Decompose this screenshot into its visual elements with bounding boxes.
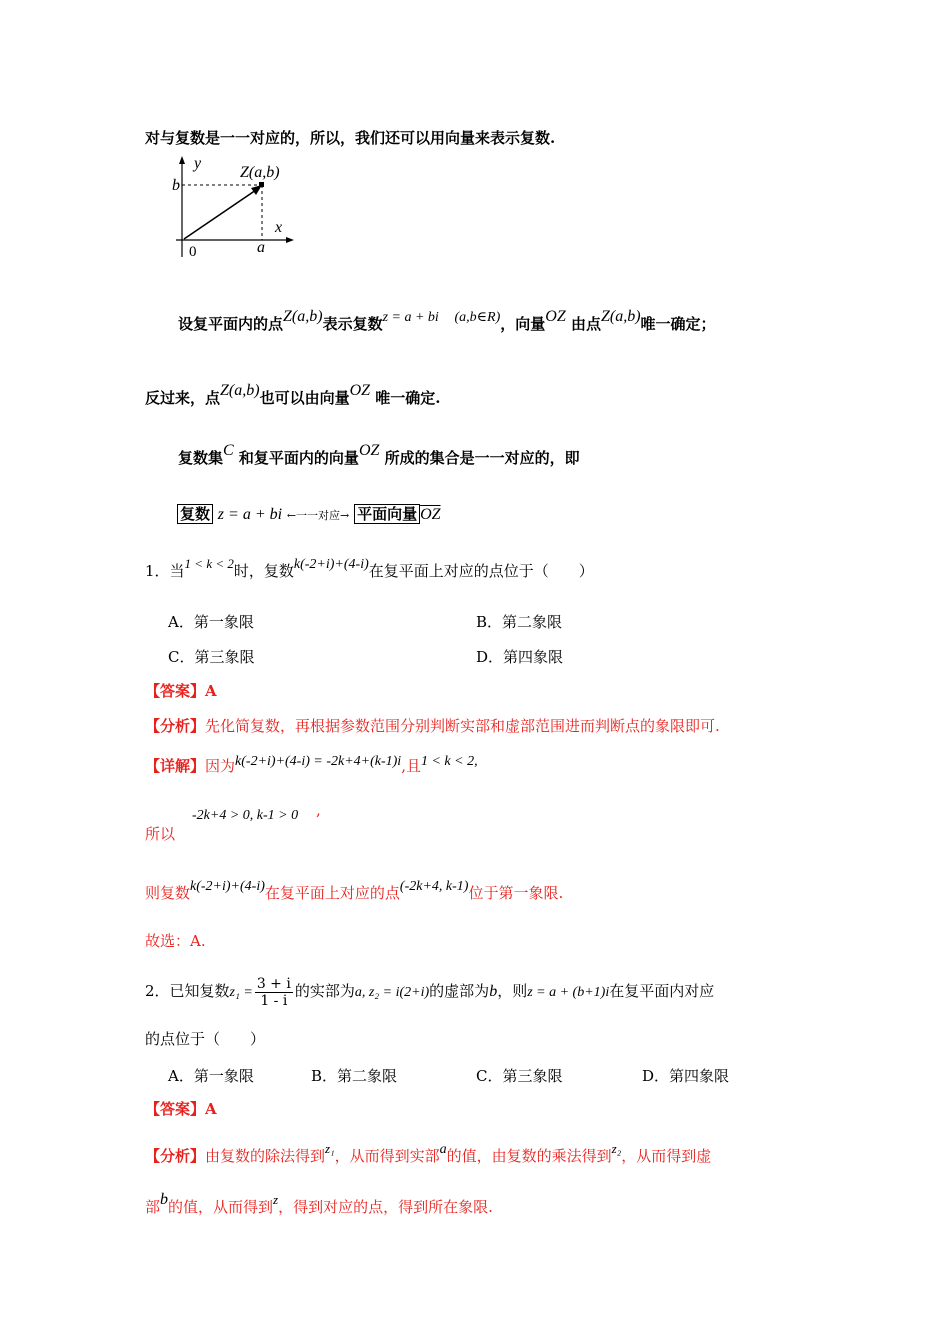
q1-option-b: B．第二象限 xyxy=(476,613,563,631)
y-label: y xyxy=(194,155,202,172)
q2-fraction: $\frac{3 + i}{1 - i}$ xyxy=(256,975,291,1009)
q1-option-d: D．第四象限 xyxy=(476,648,564,666)
q2-answer: 【答案】A xyxy=(145,1100,217,1118)
q1-option-a: A．第一象限 xyxy=(168,613,254,631)
vector-oz xyxy=(184,190,256,239)
q1-conclude: 故选：A. xyxy=(145,932,206,950)
intro-line: 对与复数是一一对应的，所以，我们还可以用向量来表示复数. xyxy=(145,129,556,147)
q2-stem-2: 的点位于（ ） xyxy=(145,1030,266,1048)
q2-option-d: D．第四象限 xyxy=(642,1067,730,1085)
plane-vector-box: 平面向量 xyxy=(354,504,420,524)
a-label: a xyxy=(257,239,265,256)
q2-option-c: C．第三象限 xyxy=(476,1067,563,1085)
q2-option-a: A．第一象限 xyxy=(168,1067,254,1085)
point-z-label: Z(a,b) xyxy=(240,164,280,181)
complex-number-box: 复数 xyxy=(177,504,213,524)
q1-so-expr: -2k+4 > 0, k-1 > 0 xyxy=(192,808,299,823)
correspondence-line: 复数 z = a + bi ←一一对应→ 平面向量 $\overline{OZ}$ xyxy=(177,504,441,526)
q2-option-b: B．第二象限 xyxy=(311,1067,398,1085)
q2-analysis-2: 部b的值，从而得到z，得到对应的点，得到所在象限. xyxy=(145,1191,493,1216)
origin-label: 0 xyxy=(189,244,197,260)
intro-para-2: 设复平面内的点Z(a,b)表示复数z = a + bi (a,b∈R)，向量OZ 由点Z(a,b)唯一确定； xyxy=(178,308,716,333)
q1-so-end: , xyxy=(316,801,321,819)
q2-analysis: 【分析】由复数的除法得到z₁，从而得到实部a的值，由复数的乘法得到z₂，从而得到虚 xyxy=(145,1141,712,1165)
q1-analysis: 【分析】先化简复数，再根据参数范围分别判断实部和虚部范围进而判断点的象限即可. xyxy=(145,717,720,735)
q1-then: 则复数k(-2+i)+(4-i)在复平面上对应的点(-2k+4, k-1)位于第一象限. xyxy=(145,879,564,902)
intro-para-3: 反过来，点Z(a,b)也可以由向量OZ 唯一确定. xyxy=(145,382,441,407)
q2-stem: 2．已知复数z₁ = $\frac{3 + i}{1 - i}$ 的实部为a, z₂ = i(2+i)的虚部为b，则z = a + (b+1)i在复平面内对应 xyxy=(145,975,715,1009)
intro-para-4: 复数集C 和复平面内的向量OZ 所成的集合是一一对应的，即 xyxy=(178,442,580,467)
q1-option-c: C．第三象限 xyxy=(168,648,255,666)
point-z xyxy=(259,182,264,187)
q1-answer: 【答案】A xyxy=(145,682,217,700)
q1-detail: 【详解】因为k(-2+i)+(4-i) = -2k+4+(k-1)i,且1 < k < 2, xyxy=(145,754,478,775)
q1-so: 所以 xyxy=(145,825,176,843)
b-label: b xyxy=(172,177,180,194)
y-axis-arrow xyxy=(179,156,185,164)
x-label: x xyxy=(275,219,283,236)
q1-stem: 1．当1 < k < 2时，复数k(-2+i)+(4-i)在复平面上对应的点位于（ ） xyxy=(145,556,594,580)
x-axis-arrow xyxy=(286,237,294,243)
complex-plane-figure xyxy=(172,152,302,262)
